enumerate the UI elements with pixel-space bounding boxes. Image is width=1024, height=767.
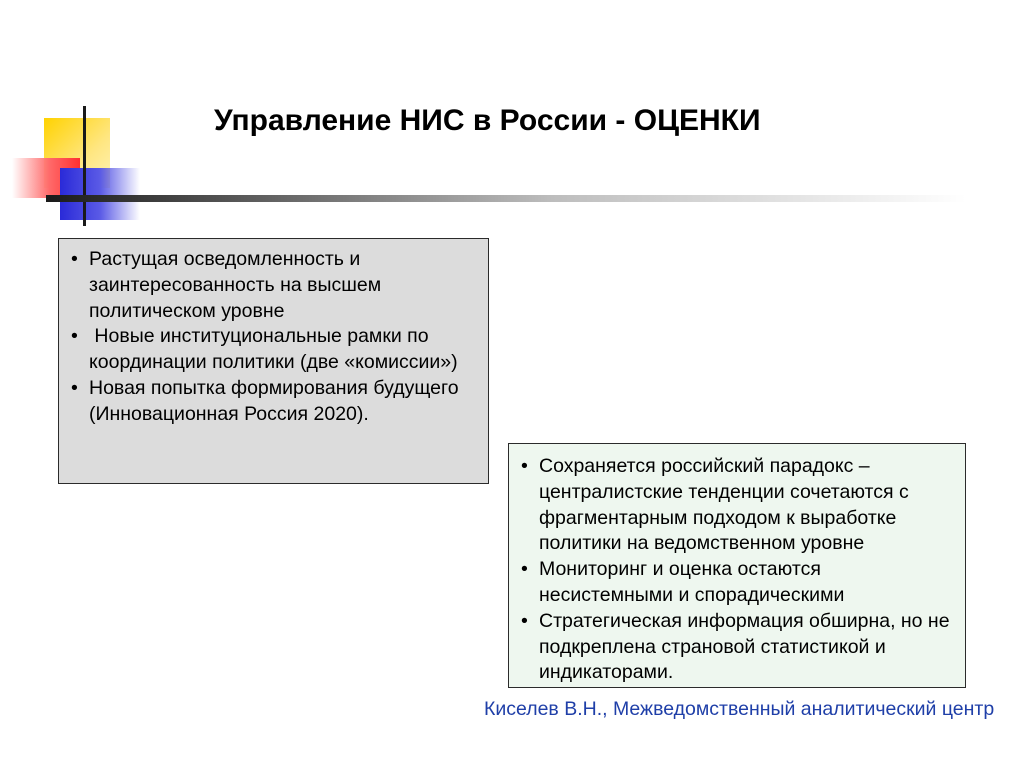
list-item: • Растущая осведомленность и заинтересованность на высшем политическом уровне — [69, 247, 478, 324]
list-item: • Стратегическая информация обширна, но не подкреплена страновой статистикой и индикаторами. — [519, 609, 955, 686]
slide-title: Управление НИС в России - ОЦЕНКИ — [214, 104, 761, 137]
right-bullet-list — [519, 454, 955, 686]
left-bullet-list — [69, 247, 478, 428]
decorative-horizontal-line — [46, 195, 966, 202]
decorative-blue-square — [60, 168, 140, 220]
left-text-box — [58, 238, 489, 484]
list-item: • Новая попытка формирования будущего (Инновационная Россия 2020). — [69, 376, 478, 428]
list-item: • Новые институциональные рамки по координации политики (две «комиссии») — [69, 324, 478, 376]
list-item: • Сохраняется российский парадокс – централистские тенденции сочетаются с фрагментарным подходом к выработке политики на ведомственном уровне — [519, 454, 955, 557]
decorative-vertical-line — [83, 106, 86, 226]
footer-author: Киселев В.Н., Межведомственный аналитический центр — [484, 698, 995, 720]
right-text-box — [508, 443, 966, 688]
list-item: • Мониторинг и оценка остаются несистемными и спорадическими — [519, 557, 955, 609]
